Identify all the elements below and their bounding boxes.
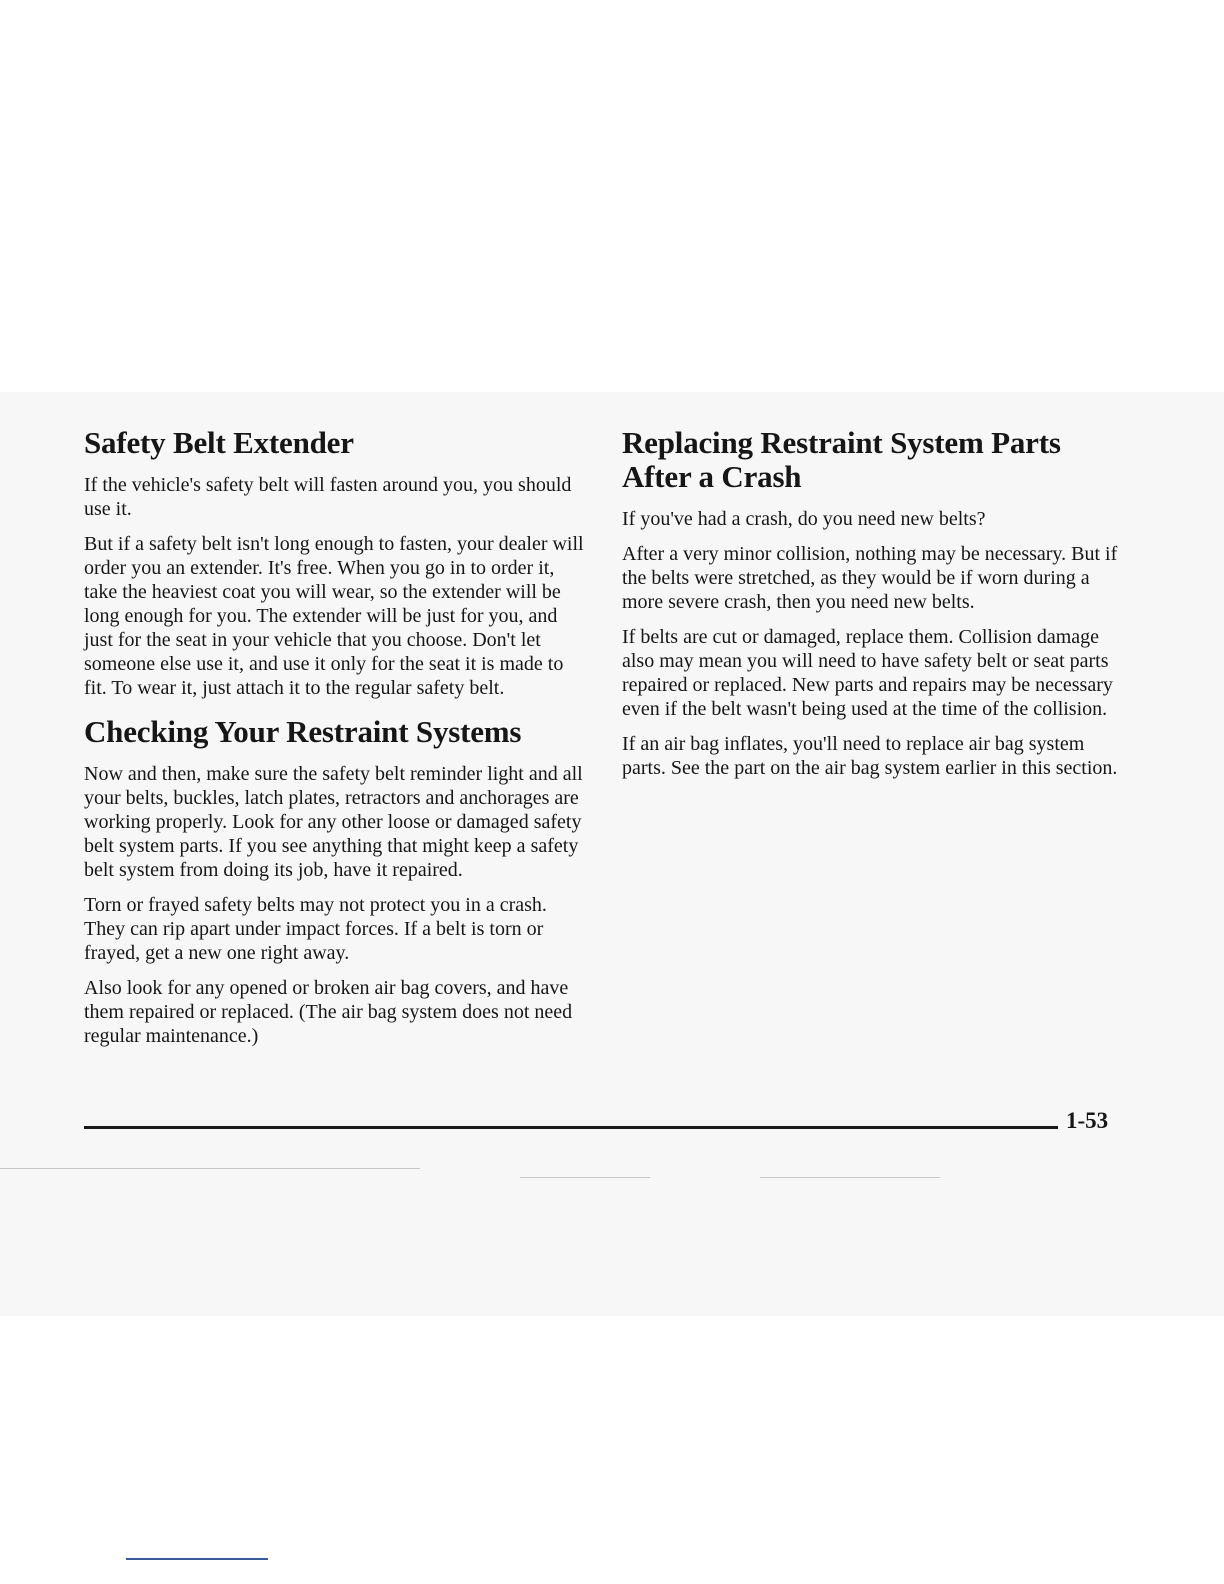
paragraph: Torn or frayed safety belts may not protect you in a crash. They can rip apart under impact forces. If a belt is torn or frayed, get a new one right away.: [84, 894, 547, 964]
page-number: 1-53: [1066, 1108, 1109, 1133]
heading-replacing-restraint-parts: Replacing Restraint System Parts After a Crash: [622, 425, 1061, 494]
paragraph: Also look for any opened or broken air bag covers, and have them repaired or replaced. (The air bag system does not need regular maintenance.): [84, 977, 573, 1047]
footer-rule: [84, 1126, 1058, 1129]
paragraph: If an air bag inflates, you'll need to replace air bag system parts. See the part on the air bag system earlier in this section.: [622, 733, 1118, 779]
paragraph: If belts are cut or damaged, replace them. Collision damage also may mean you will need to have safety belt or seat parts repaired or replaced. New parts and repairs may be necessary even if the belt wasn't being used at the time of the collision.: [622, 626, 1113, 720]
left-column: [84, 426, 589, 1059]
heading-safety-belt-extender: Safety Belt Extender: [84, 425, 354, 460]
paragraph: Now and then, make sure the safety belt reminder light and all your belts, buckles, latch plates, retractors and anchorages are working properly. Look for any other loose or damaged safety belt system parts. If you see anything that might keep a safety belt system from doing its job, have it repaired.: [84, 763, 583, 881]
scan-artifact-line: [520, 1177, 650, 1178]
scan-artifact-line: [0, 1168, 420, 1169]
paragraph: If you've had a crash, do you need new belts?: [622, 508, 986, 530]
bottom-mark: [126, 1558, 268, 1560]
scan-artifact-line: [760, 1177, 940, 1178]
paragraph: If the vehicle's safety belt will fasten around you, you should use it.: [84, 474, 572, 520]
paragraph: But if a safety belt isn't long enough to fasten, your dealer will order you an extender. It's free. When you go in to order it, take the heaviest coat you will wear, so the extender will be long enough for you. The extender will be just for you, and just for the seat in your vehicle that you choose. Don't let someone else use it, and use it only for the seat it is made to fit. To wear it, just attach it to the regular safety belt.: [84, 533, 584, 699]
right-column: [622, 426, 1132, 791]
paragraph: After a very minor collision, nothing may be necessary. But if the belts were stretched, as they would be if worn during a more severe crash, then you need new belts.: [622, 543, 1118, 613]
heading-checking-restraint-systems: Checking Your Restraint Systems: [84, 714, 522, 749]
